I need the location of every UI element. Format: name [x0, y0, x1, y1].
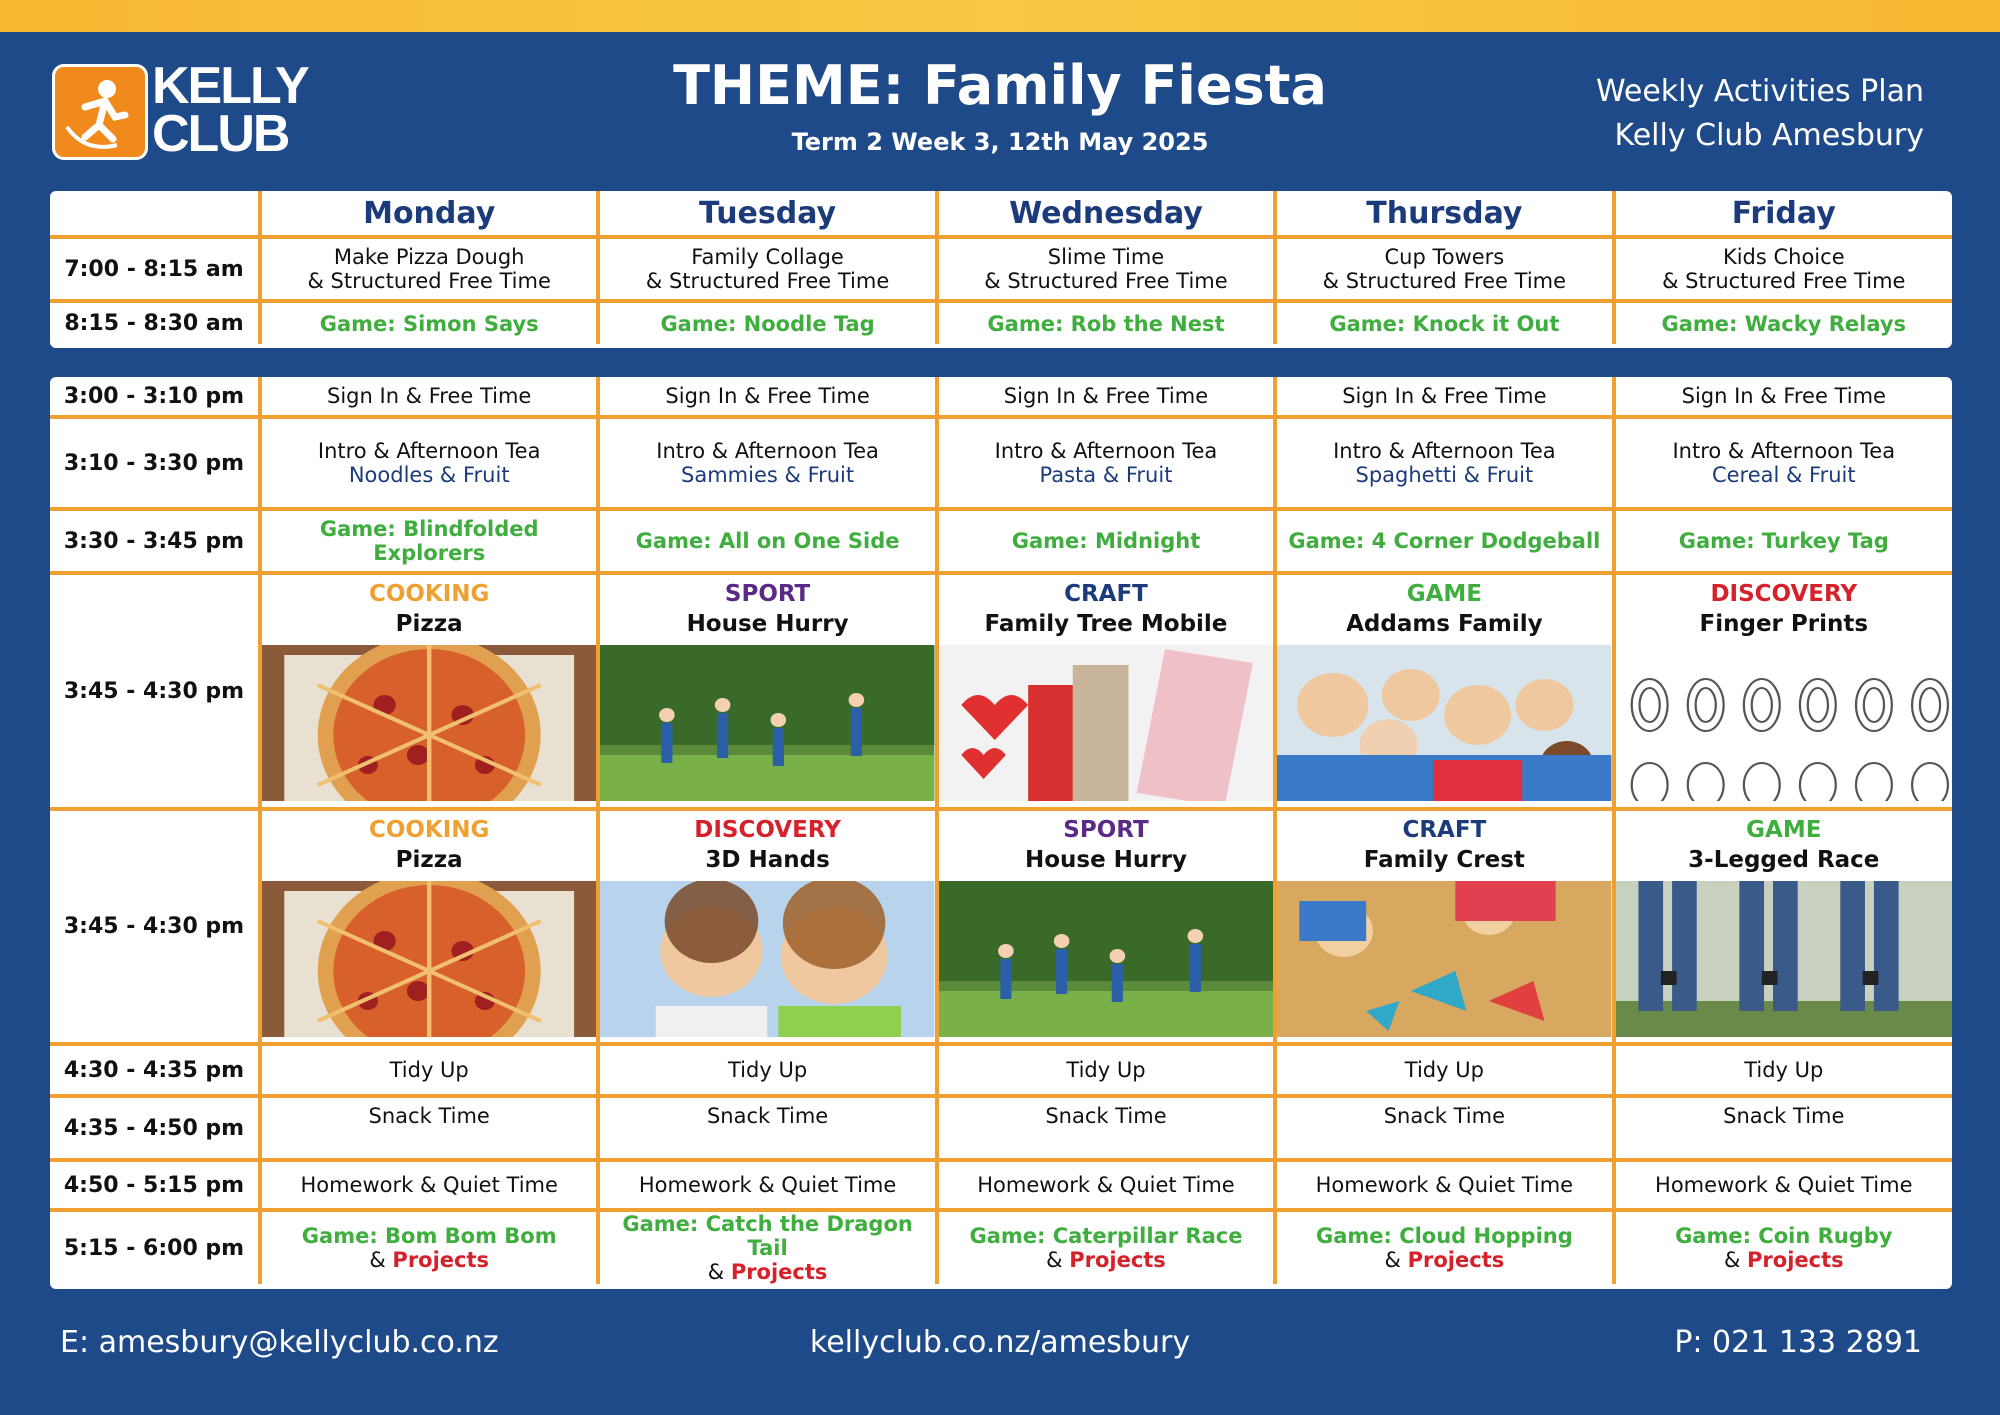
game-cell: Game: Turkey Tag: [1614, 509, 1952, 573]
category-label: DISCOVERY: [1710, 581, 1858, 607]
craft-image: [939, 637, 1273, 806]
day-header: Wednesday: [937, 191, 1275, 237]
game-cell: Game: 4 Corner Dodgeball: [1275, 509, 1613, 573]
activity-cell: Homework & Quiet Time: [598, 1160, 936, 1210]
program-cell: [1275, 809, 1613, 1044]
time-slot: 3:00 - 3:10 pm: [50, 377, 260, 417]
activity-cell: Sign In & Free Time: [260, 377, 598, 417]
game-cell: Game: Noodle Tag: [598, 301, 936, 344]
game-cell: Game: Midnight: [937, 509, 1275, 573]
time-slot: 4:35 - 4:50 pm: [50, 1096, 260, 1160]
footer-email[interactable]: E: amesbury@kellyclub.co.nz: [60, 1325, 499, 1360]
activity-name: 3-Legged Race: [1688, 847, 1880, 873]
tea-cell: Intro & Afternoon Tea Noodles & Fruit: [260, 417, 598, 509]
category-label: GAME: [1406, 581, 1482, 607]
category-label: COOKING: [368, 817, 490, 843]
kelly-club-logo: [52, 57, 312, 166]
activity-cell: Homework & Quiet Time: [1614, 1160, 1952, 1210]
activity-cell: Tidy Up: [260, 1044, 598, 1096]
thumbs-image: [600, 873, 934, 1042]
game-cell: Game: All on One Side: [598, 509, 936, 573]
program-cell: [598, 809, 936, 1044]
activity-cell: Homework & Quiet Time: [937, 1160, 1275, 1210]
tea-cell: Intro & Afternoon Tea Sammies & Fruit: [598, 417, 936, 509]
final-cell: Game: Cloud Hopping & Projects: [1275, 1210, 1613, 1284]
footer-website[interactable]: kellyclub.co.nz/amesbury: [809, 1325, 1191, 1360]
day-header: Thursday: [1275, 191, 1613, 237]
final-cell: Game: Catch the Dragon Tail & Projects: [598, 1210, 936, 1284]
category-label: CRAFT: [1402, 817, 1487, 843]
page-subtitle: Term 2 Week 3, 12th May 2025: [791, 128, 1209, 156]
activity-cell: Snack Time: [1275, 1096, 1613, 1160]
activity-cell: Sign In & Free Time: [937, 377, 1275, 417]
activity-name: Finger Prints: [1699, 611, 1869, 637]
corner-cell: [50, 191, 260, 237]
time-slot: 5:15 - 6:00 pm: [50, 1210, 260, 1284]
activity-cell: Tidy Up: [1275, 1044, 1613, 1096]
category-label: SPORT: [1063, 817, 1149, 843]
program-cell: [937, 809, 1275, 1044]
final-cell: Game: Coin Rugby & Projects: [1614, 1210, 1952, 1284]
plan-label: Weekly Activities Plan Kelly Club Amesbury: [1595, 74, 1924, 153]
runner-icon: [52, 64, 148, 160]
game-cell: Game: Blindfolded Explorers: [260, 509, 598, 573]
activity-cell: Snack Time: [1614, 1096, 1952, 1160]
game-cell: Game: Knock it Out: [1275, 301, 1613, 344]
activity-cell: Sign In & Free Time: [1275, 377, 1613, 417]
floor-image: [1277, 873, 1611, 1042]
park-image: [600, 637, 934, 806]
activity-cell: Slime Time & Structured Free Time: [937, 237, 1275, 301]
time-slot: 7:00 - 8:15 am: [50, 237, 260, 301]
program-cell: [937, 573, 1275, 809]
program-cell: [260, 573, 598, 809]
activity-cell: Sign In & Free Time: [598, 377, 936, 417]
activity-cell: Cup Towers & Structured Free Time: [1275, 237, 1613, 301]
top-accent-bar: [0, 0, 2000, 32]
category-label: SPORT: [724, 581, 811, 607]
time-slot: 3:45 - 4:30 pm: [50, 573, 260, 809]
activity-cell: Snack Time: [260, 1096, 598, 1160]
time-slot: 4:30 - 4:35 pm: [50, 1044, 260, 1096]
program-cell: [1275, 573, 1613, 809]
final-cell: Game: Caterpillar Race & Projects: [937, 1210, 1275, 1284]
activity-name: Pizza: [395, 847, 463, 873]
activity-name: Pizza: [395, 611, 463, 637]
activity-cell: Tidy Up: [937, 1044, 1275, 1096]
category-label: CRAFT: [1064, 581, 1148, 607]
program-cell: [1614, 809, 1952, 1044]
category-label: DISCOVERY: [694, 817, 841, 843]
legs-image: [1616, 873, 1952, 1042]
program-cell: [598, 573, 936, 809]
game-cell: Game: Wacky Relays: [1614, 301, 1952, 344]
activity-cell: Sign In & Free Time: [1614, 377, 1952, 417]
afternoon-schedule: [50, 377, 1952, 1289]
program-cell: [260, 809, 598, 1044]
final-cell: Game: Bom Bom Bom & Projects: [260, 1210, 598, 1284]
time-slot: 4:50 - 5:15 pm: [50, 1160, 260, 1210]
activity-cell: Homework & Quiet Time: [1275, 1160, 1613, 1210]
activity-cell: Tidy Up: [598, 1044, 936, 1096]
day-header: Monday: [260, 191, 598, 237]
park-image: [939, 873, 1273, 1042]
time-slot: 3:45 - 4:30 pm: [50, 809, 260, 1044]
pizza-image: [262, 637, 596, 806]
prints-image: [1616, 637, 1952, 806]
activity-name: House Hurry: [686, 611, 849, 637]
footer-phone[interactable]: P: 021 133 2891: [1674, 1325, 1922, 1360]
game-cell: Game: Simon Says: [260, 301, 598, 344]
category-label: GAME: [1746, 817, 1822, 843]
time-slot: 3:30 - 3:45 pm: [50, 509, 260, 573]
morning-schedule: [50, 191, 1952, 348]
kids-image: [1277, 637, 1611, 806]
activity-name: 3D Hands: [705, 847, 830, 873]
activity-cell: Kids Choice & Structured Free Time: [1614, 237, 1952, 301]
logo-text: KELLY CLUB: [152, 57, 308, 163]
time-slot: 3:10 - 3:30 pm: [50, 417, 260, 509]
activity-cell: Make Pizza Dough & Structured Free Time: [260, 237, 598, 301]
tea-cell: Intro & Afternoon Tea Spaghetti & Fruit: [1275, 417, 1613, 509]
pizza-image: [262, 873, 596, 1042]
activity-name: Addams Family: [1346, 611, 1543, 637]
activity-name: House Hurry: [1024, 847, 1187, 873]
day-header: Friday: [1614, 191, 1952, 237]
tea-cell: Intro & Afternoon Tea Pasta & Fruit: [937, 417, 1275, 509]
activity-cell: Snack Time: [598, 1096, 936, 1160]
activity-cell: Family Collage & Structured Free Time: [598, 237, 936, 301]
time-slot: 8:15 - 8:30 am: [50, 301, 260, 344]
activity-cell: Snack Time: [937, 1096, 1275, 1160]
activity-cell: Homework & Quiet Time: [260, 1160, 598, 1210]
tea-cell: Intro & Afternoon Tea Cereal & Fruit: [1614, 417, 1952, 509]
program-cell: [1614, 573, 1952, 809]
game-cell: Game: Rob the Nest: [937, 301, 1275, 344]
activity-name: Family Crest: [1363, 847, 1525, 873]
activity-name: Family Tree Mobile: [984, 611, 1228, 637]
page-title: THEME: Family Fiesta: [673, 54, 1327, 117]
category-label: COOKING: [368, 581, 490, 607]
day-header: Tuesday: [598, 191, 936, 237]
activity-cell: Tidy Up: [1614, 1044, 1952, 1096]
